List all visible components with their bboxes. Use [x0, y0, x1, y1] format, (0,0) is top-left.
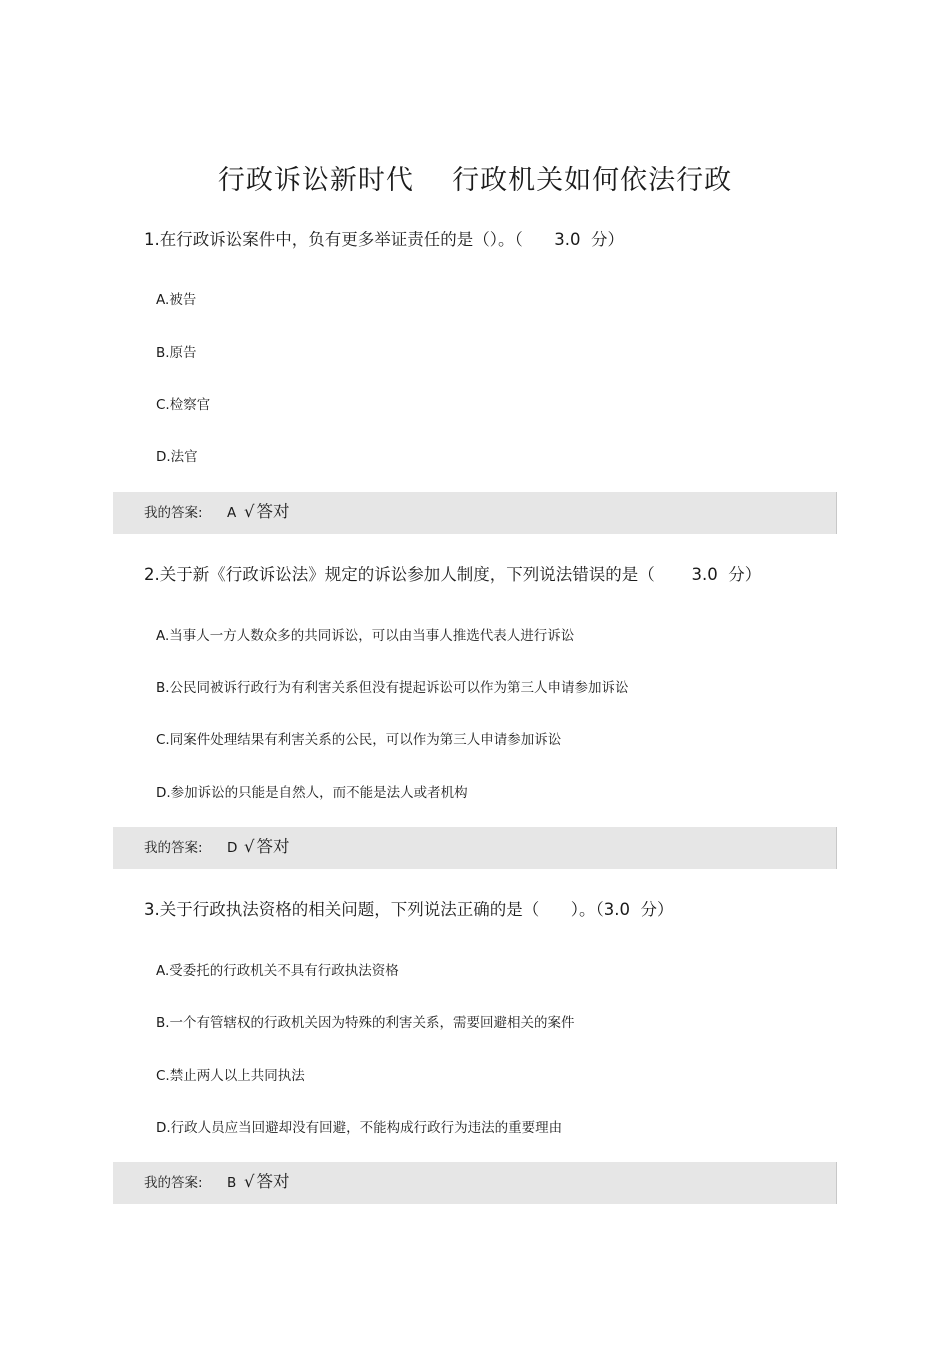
answer-label: 我的答案:: [144, 1175, 203, 1191]
check-icon: √: [244, 1172, 255, 1191]
question-1-option-c: C.检察官: [156, 397, 211, 413]
answer-result-text: 答对: [256, 502, 290, 521]
question-3-option-c: C.禁止两人以上共同执法: [156, 1068, 305, 1084]
question-3-stem: 3.关于行政执法资格的相关问题，下列说法正确的是（: [144, 900, 540, 919]
answer-result-text: 答对: [256, 837, 290, 856]
check-icon: √: [244, 837, 255, 856]
question-1-option-a: A.被告: [156, 292, 197, 308]
question-2-option-d: D.参加诉讼的只能是自然人，而不能是法人或者机构: [156, 785, 468, 801]
answer-result: [244, 1171, 290, 1193]
question-3-score: ）。（3.0 分）: [539, 900, 674, 919]
question-1-answer-bar: [113, 492, 837, 534]
question-2-answer-bar: [113, 827, 837, 869]
answer-result: [244, 501, 290, 523]
question-1-score: 3.0 分）: [522, 230, 624, 249]
question-2-stem: 2.关于新《行政诉讼法》规定的诉讼参加人制度，下列说法错误的是（: [144, 565, 655, 584]
answer-choice: D: [227, 840, 238, 856]
answer-choice: A: [227, 505, 237, 521]
question-2-option-a: A.当事人一方人数众多的共同诉讼，可以由当事人推选代表人进行诉讼: [156, 628, 575, 644]
check-icon: √: [244, 502, 255, 521]
question-1-stem: 1.在行政诉讼案件中，负有更多举证责任的是（）。（: [144, 230, 523, 249]
question-3-option-d: D.行政人员应当回避却没有回避，不能构成行政行为违法的重要理由: [156, 1120, 563, 1136]
answer-choice: B: [227, 1175, 237, 1191]
question-2-text: [144, 563, 761, 587]
question-3-answer-bar: [113, 1162, 837, 1204]
answer-label: 我的答案:: [144, 505, 203, 521]
answer-result-text: 答对: [256, 1172, 290, 1191]
page-title: 行政诉讼新时代 行政机关如何依法行政: [217, 165, 733, 196]
question-1-option-b: B.原告: [156, 345, 197, 361]
answer-label: 我的答案:: [144, 840, 203, 856]
question-2-option-b: B.公民同被诉行政行为有利害关系但没有提起诉讼可以作为第三人申请参加诉讼: [156, 680, 629, 696]
question-3-text: [144, 898, 673, 922]
question-3-option-b: B.一个有管辖权的行政机关因为特殊的利害关系，需要回避相关的案件: [156, 1015, 575, 1031]
question-1-option-d: D.法官: [156, 449, 198, 465]
question-3-option-a: A.受委托的行政机关不具有行政执法资格: [156, 963, 399, 979]
question-2-score: 3.0 分）: [654, 565, 762, 584]
question-1-text: [144, 228, 624, 252]
answer-result: [244, 836, 290, 858]
question-2-option-c: C.同案件处理结果有利害关系的公民，可以作为第三人申请参加诉讼: [156, 732, 562, 748]
